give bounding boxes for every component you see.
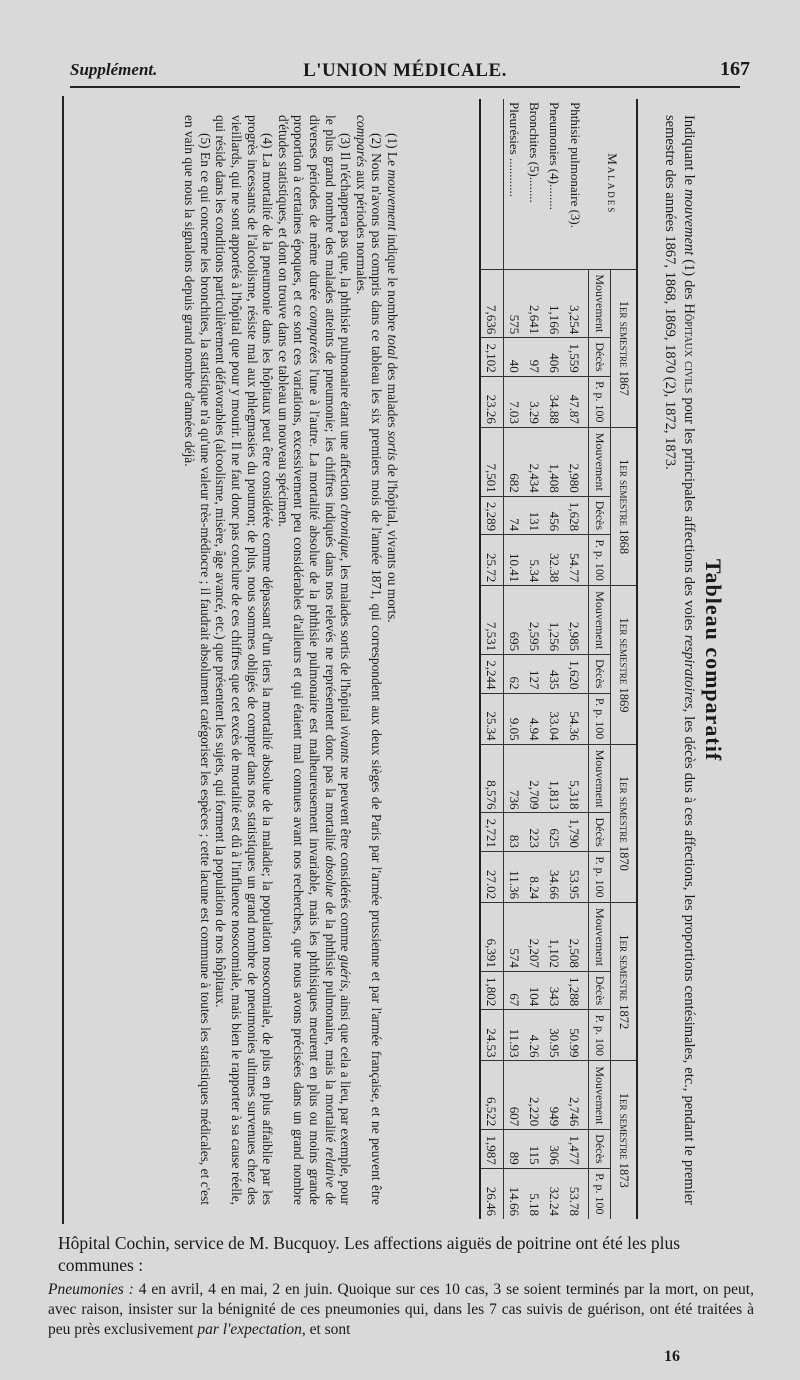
total-cell: 2,721 [481,813,505,851]
table-cell: 83 [504,813,525,851]
subcolumn-header: P. p. 100 [589,376,611,427]
footnote-text: de diverses périodes de même durée [307,115,338,1205]
table-cell: 30.95 [545,1010,565,1061]
subcolumn-header: P. p. 100 [589,1010,611,1061]
subtitle-smallcaps: Hôpitaux civils [681,303,697,394]
table-cell: 14.66 [504,1168,525,1219]
footnote-text: indique le nombre [385,230,400,335]
table-cell: 1,288 [565,971,590,1009]
semester-header: 1er semestre 1872 [611,903,637,1061]
table-cell: 54.36 [565,693,590,744]
total-cell: 2,102 [481,338,505,376]
table-cell: 1,477 [565,1130,590,1168]
semester-header: 1er semestre 1869 [611,586,637,744]
footnote-italic: total [385,334,400,360]
total-cell: 7,636 [481,269,505,338]
table-cell: 2,985 [565,586,590,655]
total-cell: 26.46 [481,1168,505,1219]
total-cell: 6,391 [481,903,505,972]
table-cell: 2,220 [525,1061,545,1130]
rotated-table-content [70,95,730,1225]
footnote-italic: chronique [338,504,354,558]
table-side-rule [62,96,64,1224]
table-cell: 10.41 [504,535,525,586]
subtitle-part: , les décès dus à ces affections, les proportions centésimales, etc., pendant le premier semestre des années 1867, 1868, 1869, 1870 (2), 1872, 1873. [662,115,697,1205]
subcolumn-header: P. p. 100 [589,535,611,586]
footnote-text: de la phthisie pulmonaire, mais la mortalité [322,897,338,1148]
total-cell: 24.53 [481,1010,505,1061]
row-header-malades: Malades [605,153,621,215]
totals-row [481,99,505,1219]
semester-header: 1er semestre 1867 [611,269,637,427]
table-subtitle [660,115,698,1205]
subtitle-italic: mouvement [681,189,697,256]
subcolumn-header: Mouvement [589,586,611,655]
footnotes [182,115,400,1205]
disease-name: Phthisie pulmonaire (3). [567,102,583,229]
total-cell: 25.34 [481,693,505,744]
table-cell: 949 [545,1061,565,1130]
subcolumn-header: P. p. 100 [589,693,611,744]
table-cell: 4.94 [525,693,545,744]
subcolumn-header: Décès [589,971,611,1009]
table-cell: 435 [545,655,565,693]
signature-number: 16 [664,1348,680,1365]
table-cell: 3.29 [525,376,545,427]
subtitle-part: pour les principales affections des voies [681,393,697,635]
table-cell: 1,790 [565,813,590,851]
table-cell: 1,559 [565,338,590,376]
footnote-text: aux périodes normales. [353,167,369,295]
footnote-text: , ainsi que cela a lieu, par exemple, pour le plus grand nombre des malades atteints de pneumonie; les chiffres indiqués dans nos relevés ne représentent donc pas la mortalité [322,115,354,1205]
table-cell: 1,102 [545,903,565,972]
table-cell: 2,980 [565,427,590,496]
subtitle-part: (1) des [681,255,697,304]
table-cell: 5.18 [525,1168,545,1219]
subcolumn-header: Décès [589,1130,611,1168]
table-cell: 1,628 [565,496,590,534]
table-cell: 2,746 [565,1061,590,1130]
subtitle-italic: respiratoires [681,634,697,709]
pneumonies-expectation: l'expectation [222,1321,302,1338]
footnote-text: , les malades sortis de l'hôpital [338,557,354,726]
semester-header: 1er semestre 1868 [611,427,637,585]
table-cell: 625 [545,813,565,851]
subcolumn-header: P. p. 100 [589,851,611,902]
total-cell: 8,576 [481,744,505,813]
footnote [213,115,275,1205]
table-cell: 1,813 [545,744,565,813]
footnote-italic: mouvement [385,169,400,231]
pneumonies-label: Pneumonies : [48,1281,134,1298]
table-cell: 131 [525,496,545,534]
subcolumn-header: Décès [589,496,611,534]
semester-header: 1er semestre 1870 [611,744,637,902]
footnote-text: (5) En ce qui concerne les bronchites, la statistique n'a qu'une valeur très-médiocre ; il faudrait absolument catégoriser les espèces ; cette lacune est commune à toutes les statistiques médicales, et c'est en vain que nous la signalons depuis grand nombre d'années déjà. [182,115,213,1205]
table-cell: 736 [504,744,525,813]
table-cell: 306 [545,1130,565,1168]
table-cell: 11.93 [504,1010,525,1061]
total-cell: 6,522 [481,1061,505,1130]
table-row [504,99,525,1219]
total-cell: 2,244 [481,655,505,693]
table-row [525,99,545,1219]
table-cell: 7.03 [504,376,525,427]
footnote-text: ne peuvent être considérés comme [338,763,354,955]
subtitle-part: Indiquant le [681,115,697,190]
footnote [275,115,353,1205]
table-cell: 1,408 [545,427,565,496]
table-cell: 67 [504,971,525,1009]
footnote-text: (4) La mortalité de la pneumonie dans les hôpitaux peut être considérée comme dépassant d'un tiers la mortalité absolue de la maladie; la population nosocomiale, de plus en plus affaiblie par les progrès incessants de l'alcoolisme, résiste mal aux phlegmasies du poumon; de plus, nous sommes obligés de compter dans nos statistiques un grand nombre de pneumonies ultimes survenues chez des vieillards, qui ne sont apportés à l'hôpital que pour y mourir. Il ne faut donc pas conclure de ces chiffres que cet excès de mortalité est dû à l'influence nosocomiale, mais bien le rapporter à sa cause réelle, qui réside dans les conditions particulièrement défavorables (alcoolisme, misère, âge avancé, etc.) que présentent les sujets, qui forment la population de nos hôpitaux. [213,115,276,1205]
footnote-text: (1) Le [385,133,400,170]
table-cell: 62 [504,655,525,693]
statistics-table [480,99,639,1219]
total-cell: 7,531 [481,586,505,655]
footnote [353,115,384,1205]
table-cell: 115 [525,1130,545,1168]
pneumonies-text: 4 en avril, 4 en mai, 2 en juin. Quoique sur ces 10 cas, 3 se soient terminés par la mort, on peut, avec raison, insister sur la bénignité de ces pneumonies qui, dans les 7 cas suivis de guérison, ont été traitées à peu près exclusivement [48,1281,754,1338]
table-row [545,99,565,1219]
table-cell: 104 [525,971,545,1009]
footnote-italic: guéris [338,954,354,989]
table-cell: 2,508 [565,903,590,972]
table-cell: 682 [504,427,525,496]
table-cell: 53.78 [565,1168,590,1219]
table-cell: 50.99 [565,1010,590,1061]
table-cell: 695 [504,586,525,655]
disease-name: Pneumonies (4)........ [547,102,563,210]
subcolumn-header: Mouvement [589,269,611,338]
subcolumn-header: Décès [589,813,611,851]
pneumonies-paragraph [48,1280,754,1340]
table-cell: 574 [504,903,525,972]
total-cell: 1,987 [481,1130,505,1168]
table-cell: 3,254 [565,269,590,338]
table-cell: 11.36 [504,851,525,902]
subcolumn-header: P. p. 100 [589,1168,611,1219]
table-cell: 406 [545,338,565,376]
table-cell: 2,595 [525,586,545,655]
total-cell: 23.26 [481,376,505,427]
journal-title: L'UNION MÉDICALE. [303,60,507,81]
pneumonies-par: par [197,1321,219,1338]
table-cell: 575 [504,269,525,338]
table-cell: 40 [504,338,525,376]
table-cell: 1,256 [545,586,565,655]
footnote-italic: vivants [338,725,354,764]
table-cell: 607 [504,1061,525,1130]
subcolumn-header: Mouvement [589,1061,611,1130]
subcolumn-header: Mouvement [589,744,611,813]
footnote-text: de l'hôpital, vivants ou morts. [385,460,400,623]
page-number: 167 [720,58,750,80]
table-title: Tableau comparatif [701,558,726,762]
subcolumn-header: Mouvement [589,427,611,496]
table-cell: 33.04 [545,693,565,744]
table-cell: 223 [525,813,545,851]
total-cell: 7,501 [481,427,505,496]
subcolumn-header: Mouvement [589,903,611,972]
table-cell: 8.24 [525,851,545,902]
footnote-text: des malades [385,359,400,431]
subcolumn-header: Décès [589,338,611,376]
footnote-italic: sortis [385,430,400,461]
rotated-table-region [70,95,730,1225]
footnote [182,115,213,1205]
table-cell: 97 [525,338,545,376]
hospital-heading: Hôpital Cochin, service de M. Bucquoy. Les affections aiguës de poitrine ont été les plus communes : [58,1233,681,1275]
disease-name: Bronchites (5)........ [527,102,543,203]
header-rule [70,86,740,88]
table-cell: 32.38 [545,535,565,586]
table-cell: 5.34 [525,535,545,586]
disease-name: Pleurésies ............ [507,102,523,197]
table-cell: 2,641 [525,269,545,338]
table-cell: 2,434 [525,427,545,496]
semester-header: 1er semestre 1873 [611,1061,637,1219]
table-cell: 53.95 [565,851,590,902]
footnote-text: (2) Nous n'avons pas compris dans ce tableau les six premiers mois de l'année 1871, qui correspondent aux deux sièges de Paris par l'armée prussienne et par l'armée française, et ne peuvent être [369,133,385,1205]
table-cell: 1,620 [565,655,590,693]
footnote-italic: relative [322,1147,338,1188]
table-cell: 54.77 [565,535,590,586]
table-cell: 127 [525,655,545,693]
running-head-left: Supplément. [70,60,158,79]
footnote-text: (3) Il n'échappera pas que, la phthisie pulmonaire étant une affection [338,133,354,505]
table-cell: 5,318 [565,744,590,813]
table-cell: 47.87 [565,376,590,427]
total-cell: 2,289 [481,496,505,534]
footnote-italic: comparées [307,305,323,364]
footnote-text: l'une à l'autre. La mortalité absolue de la phthisie pulmonaire est malheureusement invariable, mais les phthisiques meurent en plus ou moins grande proportion à certaines époques, et ce sont ces variations, excessivement peu considérables d'ailleurs et qui étaient mal connues avant nos recherches, que nous avons précisées dans un grand nombre d'études statistiques, et dont on trouve dans ce tableau un nouveau spécimen. [275,115,323,1205]
footnote [384,115,400,1205]
table-cell: 34.66 [545,851,565,902]
table-cell: 34.88 [545,376,565,427]
table-cell: 4.26 [525,1010,545,1061]
table-cell: 456 [545,496,565,534]
total-cell: 1,802 [481,971,505,1009]
footnote-italic: absolue [322,855,338,898]
footnote-italic: comparés [353,115,369,168]
table-row [565,99,590,1219]
table-cell: 89 [504,1130,525,1168]
total-cell: 25.72 [481,535,505,586]
table-cell: 9.05 [504,693,525,744]
pneumonies-text-end: , et sont [301,1321,351,1338]
table-cell: 32.24 [545,1168,565,1219]
table-cell: 343 [545,971,565,1009]
table-cell: 74 [504,496,525,534]
table-cell: 1,166 [545,269,565,338]
subcolumn-header: Décès [589,655,611,693]
table-cell: 2,207 [525,903,545,972]
running-head [60,56,750,86]
total-cell: 27.02 [481,851,505,902]
table-cell: 2,709 [525,744,545,813]
totals-label [481,99,505,269]
